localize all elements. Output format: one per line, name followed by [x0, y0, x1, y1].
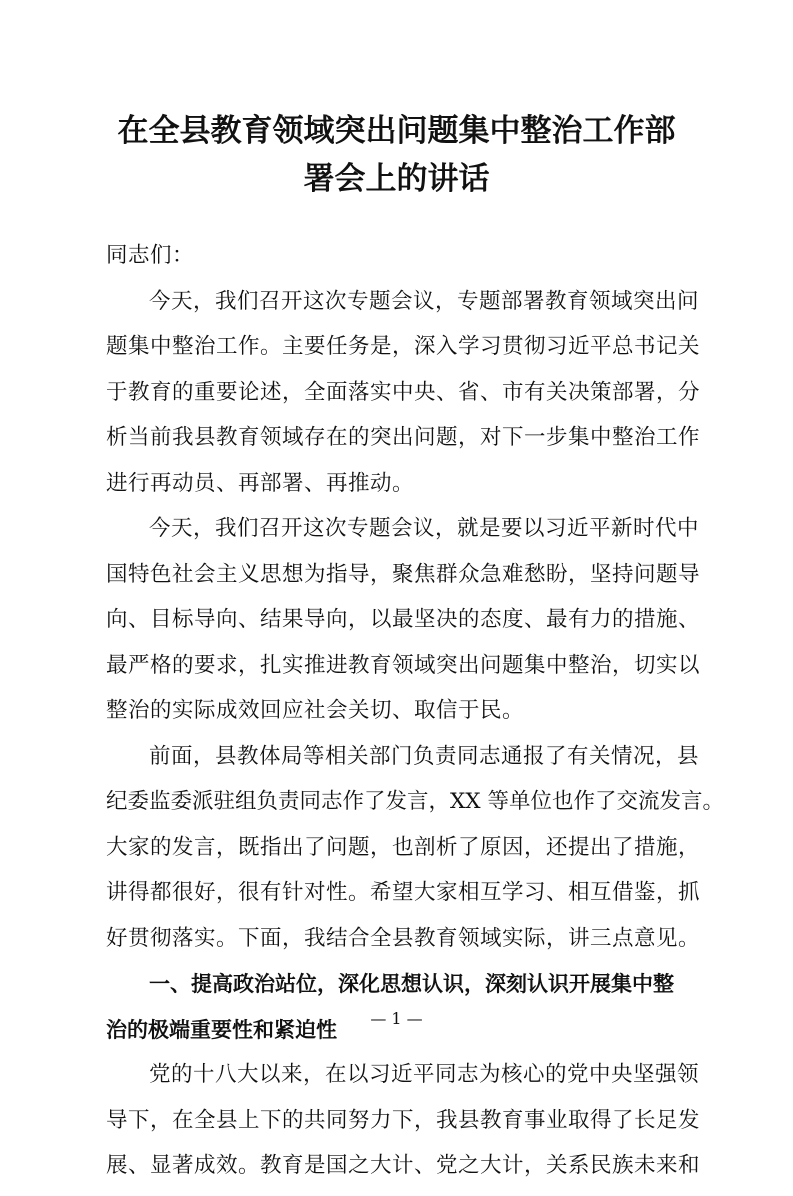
salutation: 同志们： [106, 243, 195, 268]
paragraph-line: 好贯彻落实。下面，我结合全县教育领域实际，讲三点意见。 [106, 925, 701, 951]
paragraph-line: 党的十八大以来，在以习近平同志为核心的党中央坚强领 [149, 1062, 700, 1087]
paragraph-line: 于教育的重要论述，全面落实中央、省、市有关决策部署，分 [106, 379, 701, 405]
document-body [106, 240, 724, 1196]
paragraph-line: 今天，我们召开这次专题会议，专题部署教育领域突出问 [149, 288, 700, 314]
paragraph-line: 纪委监委派驻组负责同志作了发言，XX 等单位也作了交流发言。 [106, 789, 724, 814]
page-number: — 1 — [370, 1009, 423, 1028]
paragraph-line: 今天，我们召开这次专题会议，就是要以习近平新时代中 [149, 516, 700, 541]
paragraph-line: 前面，县教体局等相关部门负责同志通报了有关情况，县 [149, 743, 700, 769]
paragraph-line: 展、显著成效。教育是国之大计、党之大计，关系民族未来和 [106, 1153, 701, 1178]
paragraph-line: 最严格的要求，扎实推进教育领域突出问题集中整治，切实以 [106, 652, 701, 678]
paragraph-line: 大家的发言，既指出了问题，也剖析了原因，还提出了措施， [106, 834, 701, 860]
paragraph-line: 析当前我县教育领域存在的突出问题，对下一步集中整治工作 [106, 425, 701, 450]
paragraph-line: 向、目标导向、结果导向，以最坚决的态度、最有力的措施、 [106, 607, 701, 632]
paragraph-line: 讲得都很好，很有针对性。希望大家相互学习、相互借鉴，抓 [106, 880, 701, 905]
paragraph-line: 国特色社会主义思想为指导，聚焦群众急难愁盼，坚持问题导 [106, 561, 701, 587]
title-line: 在全县教育领域突出问题集中整治工作部 [117, 113, 676, 149]
section-heading: 一、提高政治站位，深化思想认识，深刻认识开展集中整 [149, 972, 674, 996]
paragraph-line: 整治的实际成效回应社会关切、取信于民。 [106, 698, 525, 723]
paragraph-line: 导下，在全县上下的共同努力下，我县教育事业取得了长足发 [106, 1107, 701, 1133]
document-title [100, 107, 693, 203]
title-line: 署会上的讲话 [303, 161, 490, 197]
paragraph-line: 进行再动员、再部署、再推动。 [106, 470, 415, 496]
section-heading: 治的极端重要性和紧迫性 [106, 1017, 337, 1042]
paragraph-line: 题集中整治工作。主要任务是，深入学习贯彻习近平总书记关 [106, 334, 701, 359]
